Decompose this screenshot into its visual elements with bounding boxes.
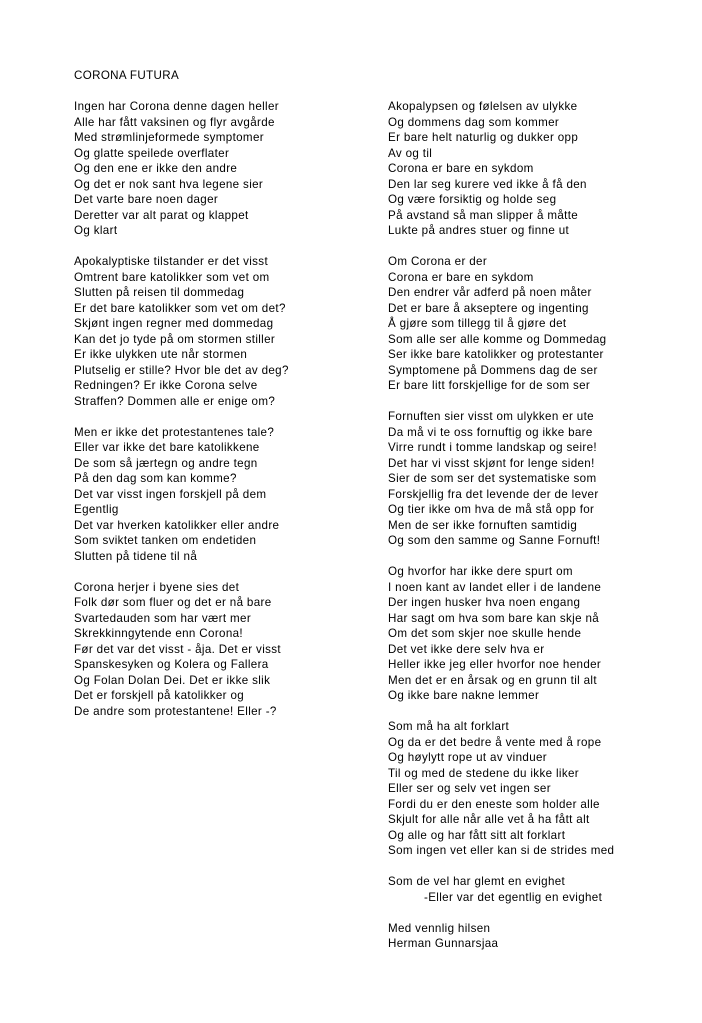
- poem-line: Og hvorfor har ikke dere spurt om: [388, 565, 573, 578]
- poem-line: Corona er bare en sykdom: [388, 270, 534, 284]
- closing-greeting: Med vennlig hilsen: [388, 921, 491, 935]
- poem-line: Forskjellig fra det levende der de lever: [388, 487, 599, 501]
- poem-line: Symptomene på Dommens dag de ser: [388, 363, 598, 377]
- poem-line: De andre som protestantene! Eller -?: [74, 704, 277, 718]
- poem-line: Spanskesyken og Kolera og Fallera: [74, 658, 269, 671]
- poem-line: Om Corona er der: [388, 255, 488, 268]
- poem-line: Det var hverken katolikker eller andre: [74, 518, 280, 532]
- poem-line: Har sagt om hva som bare kan skje nå: [388, 611, 600, 625]
- poem-line: Eller ser og selv vet ingen ser: [388, 782, 551, 795]
- poem-line: Skrekkinngytende enn Corona!: [74, 627, 243, 640]
- poem-line: Den endrer vår adferd på noen måter: [388, 286, 592, 299]
- poem-line: Det er bare å akseptere og ingenting: [388, 301, 589, 315]
- poem-line: Men de ser ikke fornuften samtidig: [388, 518, 578, 532]
- poem-line: Omtrent bare katolikker som vet om: [74, 270, 270, 284]
- poem-line: Og høylytt rope ut av vinduer: [388, 751, 548, 764]
- poem-line: Alle har fått vaksinen og flyr avgårde: [74, 115, 275, 129]
- poem-line: Og da er det bedre å vente med å rope: [388, 735, 602, 749]
- poem-line: Og det er nok sant hva legene sier: [74, 177, 264, 191]
- poem-line: Akopalypsen og følelsen av ulykke: [388, 100, 578, 113]
- poem-line: Men det er en årsak og en grunn til alt: [388, 673, 597, 687]
- poem-line: Fordi du er den eneste som holder alle: [388, 797, 600, 811]
- stanza: [74, 254, 404, 409]
- poem-line: Heller ikke jeg eller hvorfor noe hender: [388, 658, 602, 671]
- poem-line: Svartedauden som har vært mer: [74, 611, 252, 625]
- stanza: [388, 409, 688, 549]
- poem-line: Som ingen vet eller kan si de strides med: [388, 844, 615, 857]
- stanza: [388, 874, 688, 905]
- poem-line: Lukte på andres stuer og finne ut: [388, 224, 570, 237]
- poem-line: Med strømlinjeformede symptomer: [74, 131, 264, 144]
- poem-line: Og ikke bare nakne lemmer: [388, 689, 540, 702]
- poem-line: Kan det jo tyde på om stormen stiller: [74, 332, 276, 346]
- poem-line: Virre rundt i tomme landskap og seire!: [388, 441, 597, 454]
- stanza: [388, 719, 688, 859]
- poem-line: Eller var ikke det bare katolikkene: [74, 441, 260, 454]
- poem-line: Plutselig er stille? Hvor ble det av deg?: [74, 363, 289, 377]
- stanza: [388, 99, 688, 239]
- poem-line: Corona herjer i byene sies det: [74, 580, 240, 594]
- poem-line: Det vet ikke dere selv hva er: [388, 642, 545, 656]
- stanza: [74, 99, 404, 239]
- poem-line: Som de vel har glemt en evighet: [388, 875, 566, 888]
- poem-line: Egentlig: [74, 503, 119, 516]
- right-column: [388, 99, 688, 967]
- poem-line: Da må vi te oss fornuftig og ikke bare: [388, 425, 593, 439]
- left-column: [74, 99, 404, 735]
- poem-line: Og Folan Dolan Dei. Det er ikke slik: [74, 673, 271, 687]
- poem-line: Det varte bare noen dager: [74, 193, 219, 206]
- poem-line: Det har vi visst skjønt for lenge siden!: [388, 456, 595, 470]
- poem-line: Ingen har Corona denne dagen heller: [74, 100, 279, 113]
- poem-line: Folk dør som fluer og det er nå bare: [74, 596, 272, 609]
- poem-line: Der ingen husker hva noen engang: [388, 596, 581, 609]
- poem-line: Skjønt ingen regner med dommedag: [74, 317, 274, 330]
- poem-line: Ser ikke bare katolikker og protestanter: [388, 348, 604, 361]
- stanza: [388, 254, 688, 394]
- poem-line: Er ikke ulykken ute når stormen: [74, 348, 248, 361]
- poem-title: CORONA FUTURA: [74, 69, 180, 82]
- poem-line: Den lar seg kurere ved ikke å få den: [388, 177, 587, 191]
- stanza: [388, 564, 688, 704]
- poem-line: Og klart: [74, 224, 118, 237]
- signature-block: [388, 921, 688, 952]
- poem-line: Er bare litt forskjellige for de som ser: [388, 379, 591, 392]
- poem-line: Som sviktet tanken om endetiden: [74, 534, 257, 547]
- poem-line: Og være forsiktig og holde seg: [388, 193, 557, 206]
- poem-line: Deretter var alt parat og klappet: [74, 208, 249, 222]
- poem-line: Som alle ser alle komme og Dommedag: [388, 332, 607, 346]
- poem-line: Redningen? Er ikke Corona selve: [74, 379, 258, 392]
- author-name: Herman Gunnarsjaa: [388, 937, 499, 950]
- poem-line: Straffen? Dommen alle er enige om?: [74, 394, 276, 408]
- poem-line: Men er ikke det protestantenes tale?: [74, 425, 275, 439]
- poem-line: -Eller var det egentlig en evighet: [424, 890, 603, 904]
- poem-line: De som så jærtegn og andre tegn: [74, 456, 258, 470]
- poem-line: Sier de som ser det systematiske som: [388, 472, 597, 485]
- poem-line: Slutten på reisen til dommedag: [74, 286, 245, 299]
- poem-line: Og den ene er ikke den andre: [74, 162, 238, 175]
- poem-line: Er bare helt naturlig og dukker opp: [388, 131, 579, 144]
- poem-line: Til og med de stedene du ikke liker: [388, 766, 579, 780]
- poem-line: Av og til: [388, 146, 433, 160]
- poem-line: Det er forskjell på katolikker og: [74, 689, 245, 702]
- poem-line: Det var visst ingen forskjell på dem: [74, 487, 267, 501]
- poem-line: Apokalyptiske tilstander er det visst: [74, 255, 269, 268]
- poem-line: Slutten på tidene til nå: [74, 549, 198, 563]
- poem-line: Og som den samme og Sanne Fornuft!: [388, 534, 601, 547]
- poem-line: Fornuften sier visst om ulykken er ute: [388, 410, 594, 423]
- poem-line: Skjult for alle når alle vet å ha fått alt: [388, 813, 590, 826]
- poem-line: Som må ha alt forklart: [388, 720, 510, 733]
- poem-line: Før det var det visst - åja. Det er visst: [74, 642, 281, 656]
- poem-line: Og tier ikke om hva de må stå opp for: [388, 503, 595, 516]
- poem-line: Og alle og har fått sitt alt forklart: [388, 828, 566, 842]
- poem-line: På avstand så man slipper å måtte: [388, 208, 579, 222]
- poem-line: Er det bare katolikker som vet om det?: [74, 301, 286, 315]
- poem-line: Om det som skjer noe skulle hende: [388, 627, 582, 640]
- stanza: [74, 425, 404, 565]
- poem-line: Corona er bare en sykdom: [388, 162, 534, 175]
- poem-line: Og dommens dag som kommer: [388, 115, 560, 129]
- stanza: [74, 580, 404, 720]
- poem-line: På den dag som kan komme?: [74, 472, 237, 485]
- poem-line: Å gjøre som tillegg til å gjøre det: [388, 317, 567, 330]
- poem-line: I noen kant av landet eller i de landene: [388, 580, 602, 594]
- poem-line: Og glatte speilede overflater: [74, 146, 230, 160]
